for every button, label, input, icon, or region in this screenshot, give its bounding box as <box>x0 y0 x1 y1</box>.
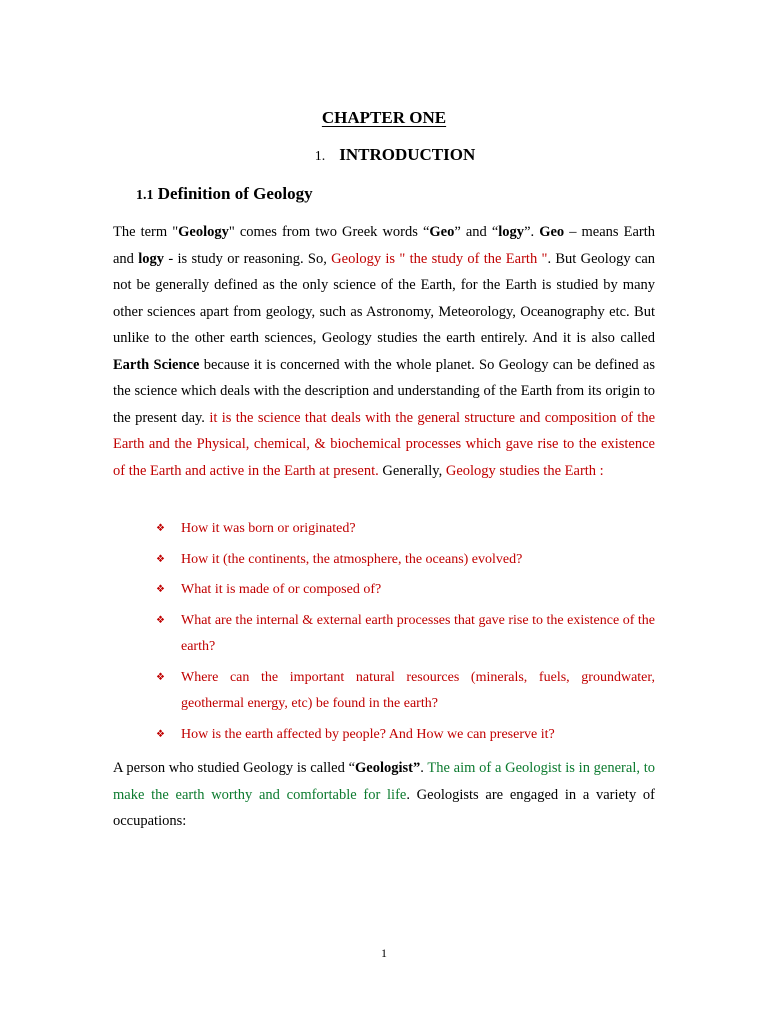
list-item-text: Where can the important natural resources (minerals, fuels, groundwater, geothermal energy, etc) be found in the earth? <box>181 669 655 711</box>
list-item-text: How it was born or originated? <box>181 521 356 536</box>
term-earth-science: Earth Science <box>113 356 200 373</box>
text-run: . But Geology can not be generally defined as the only science of the Earth, for the Earth is studied by many other sciences apart from geology, such as Astronomy, Meteorology, Oceanography etc. But unlike to the other earth sciences, Geology studies the earth entirely. And it is also called <box>113 250 656 346</box>
geologist-paragraph <box>113 755 655 835</box>
highlight-science-statement: it is the science that deals with the general structure and composition of the Earth and the Physical, chemical, & biochemical processes which gave rise to the existence of the Earth and active in the Earth at present. <box>113 409 655 479</box>
list-item <box>156 722 655 749</box>
text-run: A person who studied Geology is called “ <box>113 760 356 776</box>
bullet-icon: ❖ <box>156 614 165 626</box>
subsection-title: Definition of Geology <box>157 184 313 203</box>
text-run: . Geologists are engaged in a variety of occupations: <box>113 786 656 829</box>
bullet-icon: ❖ <box>156 584 165 595</box>
list-item <box>156 608 655 661</box>
list-item <box>156 516 655 543</box>
text-run: " comes from two Greek words “ <box>228 224 430 240</box>
text-run: The term " <box>113 224 179 240</box>
subsection-heading <box>136 184 313 204</box>
section-title: INTRODUCTION <box>339 145 476 164</box>
question-list <box>156 516 655 752</box>
term-logy: logy <box>498 224 525 240</box>
text-run: – means Earth and <box>113 224 656 267</box>
list-item-text: What it is made of or composed of? <box>181 582 382 597</box>
list-item <box>156 665 655 718</box>
page-number: 1 <box>381 946 387 960</box>
highlight-studies-lead: Geology studies the Earth : <box>445 462 604 479</box>
text-run: ”. <box>524 224 540 240</box>
bullet-icon: ❖ <box>156 523 165 534</box>
chapter-title: CHAPTER ONE <box>321 108 447 127</box>
list-item <box>156 547 655 574</box>
section-heading <box>0 145 768 165</box>
definition-paragraph <box>113 219 655 484</box>
text-run: Generally, <box>378 462 446 479</box>
highlight-definition: Geology is " the study of the Earth " <box>331 250 548 267</box>
section-number: 1. <box>314 149 326 164</box>
list-item <box>156 577 655 604</box>
list-item-text: How it (the continents, the atmosphere, the oceans) evolved? <box>181 551 523 567</box>
text-run: because it is concerned with the whole planet. So Geology can be defined as the science which deals with the description and understanding of the Earth from its origin to the present day. <box>113 356 655 426</box>
term-geo: Geo <box>429 224 455 240</box>
term-geology: Geology <box>178 224 229 240</box>
bullet-icon: ❖ <box>156 728 165 740</box>
subsection-number: 1.1 <box>136 188 154 203</box>
highlight-geologist-aim: The aim of a Geologist is in general, to make the earth worthy and comfortable for life <box>113 760 655 803</box>
text-run: ” and “ <box>454 224 499 240</box>
term-geologist: Geologist” <box>355 760 421 776</box>
text-run: - is study or reasoning. So, <box>164 250 332 267</box>
bullet-icon: ❖ <box>156 671 165 683</box>
list-item-text: How is the earth affected by people? And How we can preserve it? <box>181 726 555 742</box>
bullet-icon: ❖ <box>156 553 165 565</box>
term-geo: Geo <box>539 224 565 240</box>
text-run: . <box>420 760 428 776</box>
list-item-text: What are the internal & external earth processes that gave rise to the existence of the earth? <box>181 612 655 654</box>
term-logy: logy <box>138 250 165 267</box>
